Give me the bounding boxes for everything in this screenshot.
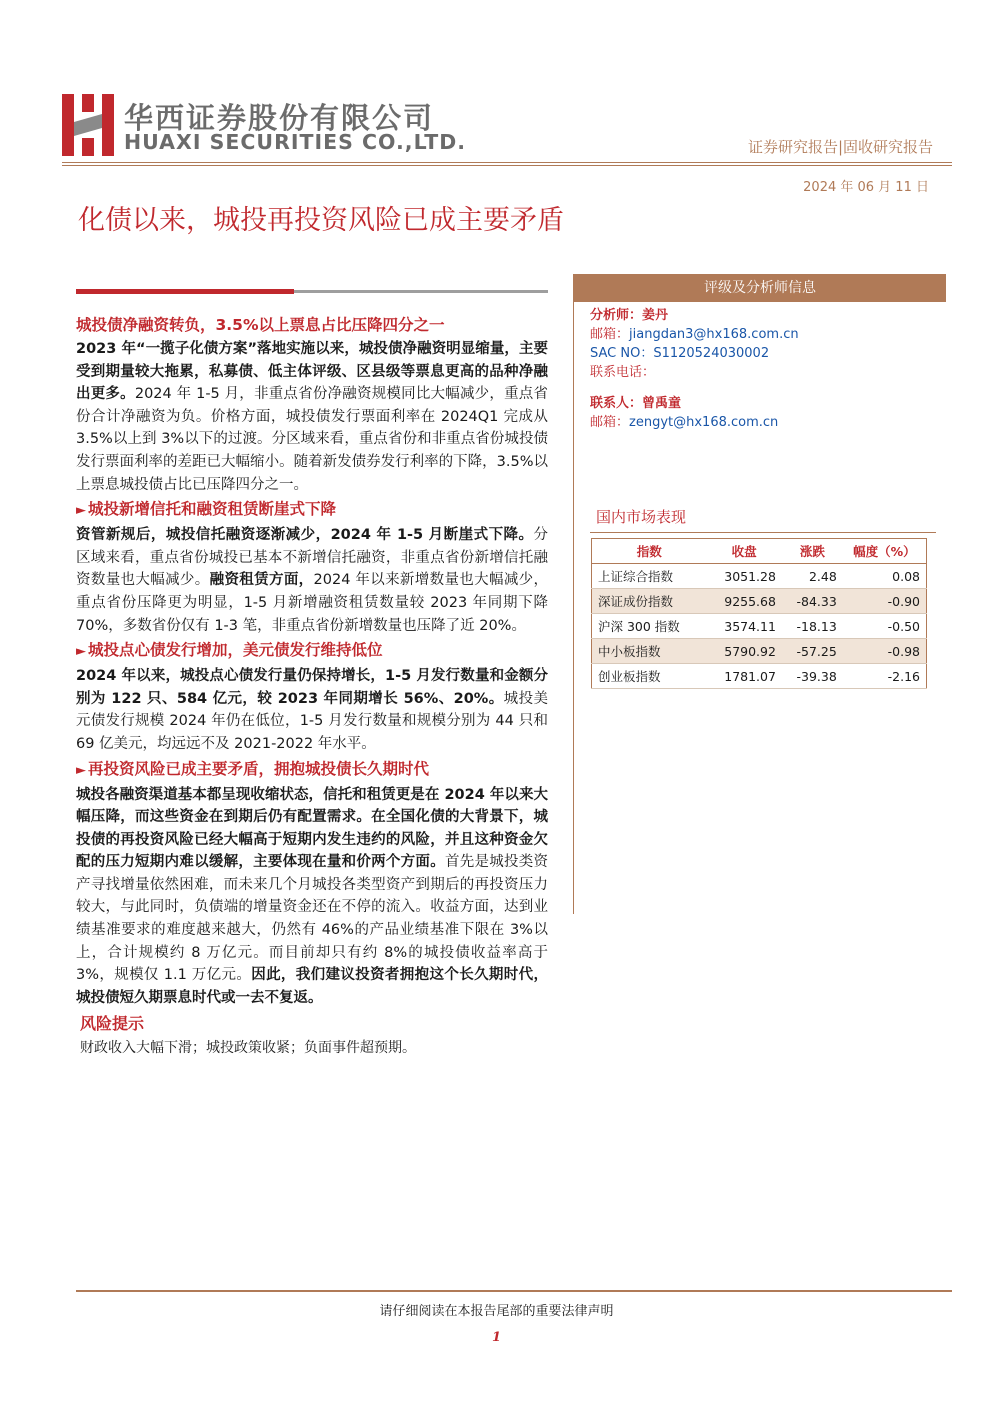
- phone-label: 联系电话：: [590, 365, 656, 380]
- sidebar-band-label: 评级及分析师信息: [704, 280, 816, 296]
- contact-name: 联系人：曾禹童: [590, 396, 682, 411]
- company-name-cn: 华西证券股份有限公司: [124, 101, 435, 135]
- page-title: 化债以来，城投再投资风险已成主要矛盾: [78, 205, 564, 236]
- report-date: 2024 年 06 月 11 日: [803, 180, 929, 195]
- risk-heading: 风险提示: [80, 1014, 145, 1034]
- summary-column: [76, 312, 548, 1059]
- section-paragraph: 2024 年以来，城投点心债发行量仍保持增长，1-5 月发行数量和金额分别为 122 只、584 亿元，较 2023 年同期增长 56%、20%。城投美元债发行规模 2024 年仍在低位，1-5 月发行数量和规模分别为 44 只和 69 亿美元，均远远不及 2021-2022 年水平。: [76, 668, 549, 752]
- company-name-en: HUAXI SECURITIES CO.,LTD.: [124, 130, 467, 154]
- section-paragraph: 2023 年“一揽子化债方案”落地实施以来，城投债净融资明显缩量，主要受到期量较大拖累，私募债、低主体评级、区县级等票息更高的品种净融出更多。2024 年 1-5 月，非重点省份净融资规模同比大幅减少，重点省份合计净融资为负。价格方面，城投债发行票面利率在 2024Q1 完成从 3.5%以上到 3%以下的过渡。分区域来看，重点省份和非重点省份城投债发行票面利率的差距已大幅缩小。随着新发债券发行利率的下降，3.5%以上票息城投债占比已压降四分之一。: [76, 341, 548, 493]
- section-heading: ► 再投资风险已成主要矛盾，拥抱城投债长久期时代: [76, 759, 430, 778]
- table-row: 沪深 300 指数 3574.11 -18.13 -0.50: [592, 614, 927, 639]
- analyst-info: [590, 306, 799, 432]
- market-divider: [590, 532, 936, 533]
- table-row: 深证成份指数 9255.68 -84.33 -0.90: [592, 589, 927, 614]
- triangle-bullet-icon: ►: [76, 503, 86, 519]
- table-header-row: [592, 539, 927, 564]
- section-heading: ► 城投点心债发行增加，美元债发行维持低位: [76, 641, 383, 660]
- report-type: 证券研究报告|固收研究报告: [747, 138, 933, 156]
- risk-text: 财政收入大幅下滑；城投政策收紧；负面事件超预期。: [80, 1040, 416, 1057]
- page-number: 1: [491, 1330, 502, 1345]
- col-header-pct: 幅度（%）: [843, 539, 927, 564]
- analyst-email[interactable]: jiangdan3@hx168.com.cn: [629, 327, 799, 342]
- col-header-close: 收盘: [706, 539, 782, 564]
- section-heading: 城投债净融资转负，3.5%以上票息占比压降四分之一: [76, 316, 445, 334]
- header-divider: [62, 162, 952, 163]
- table-row: 中小板指数 5790.92 -57.25 -0.98: [592, 639, 927, 664]
- analyst-sidebar: [573, 274, 946, 914]
- analyst-name: 分析师：姜丹: [590, 308, 669, 323]
- header-divider-2: [62, 165, 952, 166]
- email-label: 邮箱：: [590, 327, 630, 342]
- table-row: 创业板指数 1781.07 -39.38 -2.16: [592, 664, 927, 689]
- triangle-bullet-icon: ►: [76, 762, 86, 778]
- section-bar-gray: [294, 290, 548, 293]
- contact-email[interactable]: zengyt@hx168.com.cn: [629, 415, 779, 430]
- sac-label: SAC NO：: [590, 346, 654, 361]
- table-row: 上证综合指数 3051.28 2.48 0.08: [592, 564, 927, 589]
- section-paragraph: 资管新规后，城投信托融资逐渐减少，2024 年 1-5 月断崖式下降。分区域来看，重点省份城投已基本不新增信托融资，非重点省份新增信托融资数量也大幅减少。融资租赁方面，2024 年以来新增数量也大幅减少，重点省份压降更为明显，1-5 月新增融资租赁数量较 2023 年同期下降 70%，多数省份仅有 1-3 笔，非重点省份新增数量也压降了近 20%。: [76, 527, 549, 634]
- market-table: [591, 538, 927, 689]
- triangle-bullet-icon: ►: [76, 644, 86, 660]
- footer-divider: [76, 1290, 952, 1292]
- section-bar-red: [76, 289, 294, 294]
- sac-number: S1120524030002: [653, 346, 770, 361]
- section-heading: ► 城投新增信托和融资租赁断崖式下降: [76, 500, 337, 519]
- col-header-change: 涨跌: [782, 539, 843, 564]
- hx-logo-icon: [62, 94, 114, 156]
- section-paragraph: 城投各融资渠道基本都呈现收缩状态，信托和租赁更是在 2024 年以来大幅压降，而这些资金在到期后仍有配置需求。在全国化债的大背景下，城投债的再投资风险已经大幅高于短期内发生违约的风险，并且这种资金欠配的压力短期内难以缓解，主要体现在量和价两个方面。首先是城投类资产寻找增量依然困难，而未来几个月城投各类型资产到期后的再投资压力较大，与此同时，负债端的增量资金还在不停的流入。收益方面，达到业绩基准要求的难度越来越大，仍然有 46%的产品业绩基准下限在 3%以上，合计规模约 8 万亿元。而目前却只有约 8%的城投债收益率高于 3%，规模仅 1.1 万亿元。因此，我们建议投资者拥抱这个长久期时代，城投债短久期票息时代或一去不复返。: [76, 786, 549, 1006]
- footer-disclaimer: 请仔细阅读在本报告尾部的重要法律声明: [379, 1304, 614, 1319]
- market-title: 国内市场表现: [596, 508, 687, 526]
- email-label: 邮箱：: [590, 415, 630, 430]
- col-header-index: 指数: [592, 539, 707, 564]
